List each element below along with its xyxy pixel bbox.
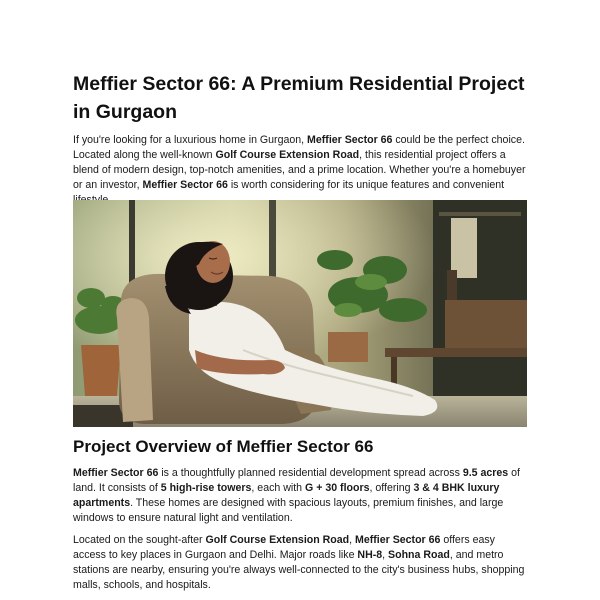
location-bold-sohna-road: Sohna Road: [388, 549, 450, 561]
overview-paragraph: [73, 466, 529, 526]
location-paragraph: [73, 533, 529, 593]
intro-paragraph: [73, 133, 529, 208]
overview-bold-towers: 5 high-rise towers: [160, 482, 252, 494]
location-text-2: ,: [349, 534, 356, 546]
intro-text-1: If you're looking for a luxurious home in Gurgaon,: [73, 134, 308, 146]
intro-bold-road: Golf Course Extension Road: [215, 149, 360, 161]
overview-text-2: of land. It consists of: [73, 467, 520, 494]
hero-image-woman-relaxing-in-armchair: [73, 200, 527, 427]
overview-bold-project-name: Meffier Sector 66: [73, 467, 159, 479]
overview-bold-acres: 9.5 acres: [462, 467, 509, 479]
overview-text-5: . These homes are designed with spacious layouts, premium finishes, and large windows to ensure natural light and ventilation.: [73, 497, 504, 524]
location-text-5: , and metro stations are nearby, ensuring you're always well-connected to the city's business hubs, shopping malls, schools, and hospitals.: [73, 549, 525, 591]
intro-text-3: , this residential project offers a blend of modern design, top-notch amenities, and a prime location. Whether you're a homebuyer or an investor,: [73, 149, 526, 191]
overview-text-1: is a thoughtfully planned residential development spread across: [158, 467, 463, 479]
section-heading-project-overview: Project Overview of Meffier Sector 66: [73, 437, 374, 456]
page-title: Meffier Sector 66: A Premium Residential Project in Gurgaon: [73, 73, 525, 123]
location-text-4: ,: [382, 549, 389, 561]
overview-bold-apartments: 3 & 4 BHK luxury apartments: [73, 482, 500, 509]
overview-text-4: , offering: [369, 482, 414, 494]
overview-text-3: , each with: [251, 482, 306, 494]
location-bold-road: Golf Course Extension Road: [205, 534, 350, 546]
intro-text-4: is worth considering for its unique features and convenient: [230, 179, 505, 191]
intro-bold-project-name-2: Meffier Sector 66: [142, 179, 228, 191]
location-bold-project-name: Meffier Sector 66: [355, 534, 441, 546]
location-text-3: offers easy access to key places in Gurgaon and Delhi. Major roads like: [73, 534, 495, 561]
location-bold-nh8: NH-8: [357, 549, 383, 561]
intro-text-2: could be the perfect choice. Located along the well-known: [73, 134, 525, 161]
location-text-1: Located on the sought-after: [73, 534, 206, 546]
overview-bold-floors: G + 30 floors: [305, 482, 370, 494]
intro-bold-project-name: Meffier Sector 66: [307, 134, 393, 146]
